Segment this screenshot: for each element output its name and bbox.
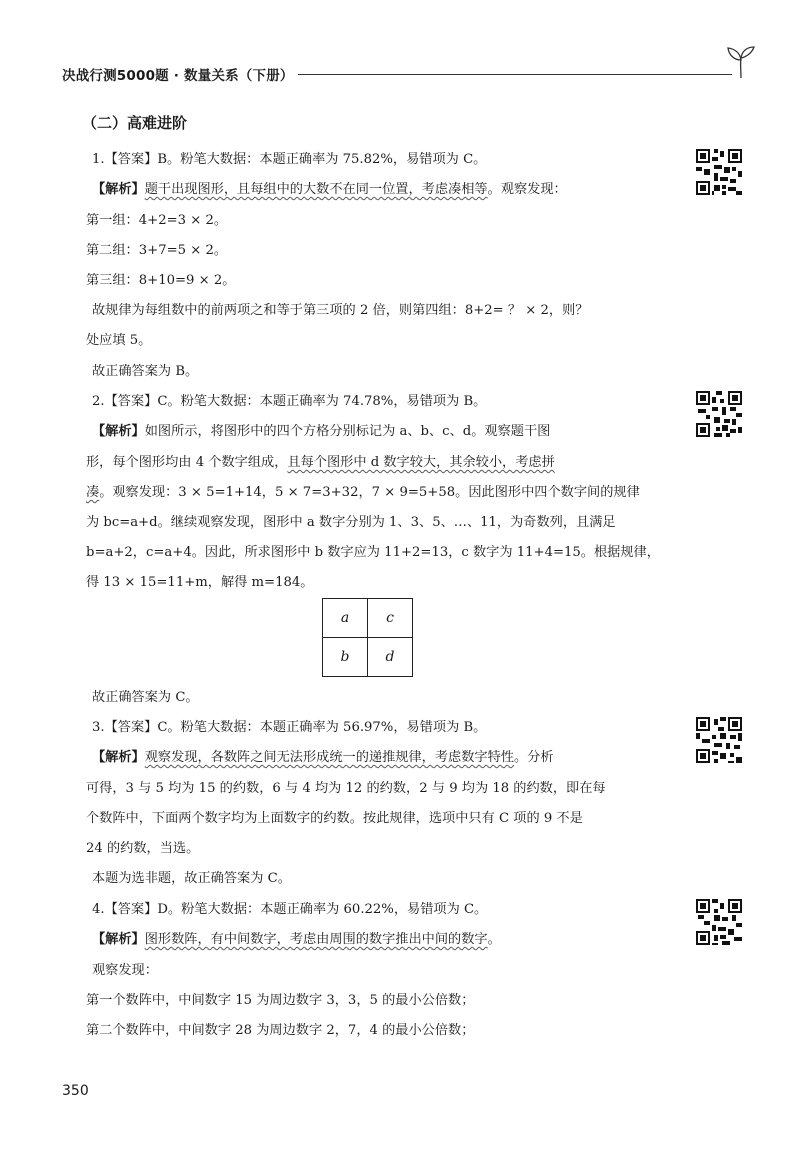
section-title: （二）高难进阶: [82, 114, 188, 132]
qr-code-icon: [694, 715, 744, 765]
abcd-grid-figure: [322, 598, 413, 677]
key-idea: 题干出现图形，且每组中的大数不在同一位置，考虑凑相等: [144, 182, 488, 197]
text: 。: [487, 932, 501, 947]
text: 。观察发现：: [487, 182, 567, 197]
analysis-tag: 【解析】: [92, 932, 145, 947]
q3-analysis-line3: 个数阵中，下面两个数字均为上面数字的约数。按此规律，选项中只有 C 项的 9 不是: [86, 811, 583, 826]
q3-analysis-line1: [92, 748, 554, 768]
grid-cell-a: a: [323, 599, 368, 638]
q3-analysis-line4: 24 的约数，当选。: [86, 841, 200, 856]
text: 如图所示，将图形中的四个方格分别标记为 a、b、c、d。观察题干图: [144, 424, 551, 439]
q4-analysis-line4: 第二个数阵中，中间数字 28 为周边数字 2，7，4 的最小公倍数；: [86, 1023, 475, 1038]
q2-analysis-line4: 为 bc=a+d。继续观察发现，图形中 a 数字分别为 1、3、5、…、11，为奇数列，且满足: [86, 515, 616, 530]
q2-analysis-line6: 得 13 × 15=11+m，解得 m=184。: [86, 575, 314, 590]
qr-code-icon: [694, 147, 744, 197]
analysis-tag: 【解析】: [92, 424, 145, 439]
q1-rule-line1: 故规律为每组数中的前两项之和等于第三项的 2 倍，则第四组：8+2= ？ × 2，则？: [92, 303, 589, 318]
q1-group2: 第二组：3+7=5 × 2。: [86, 243, 228, 258]
analysis-tag: 【解析】: [92, 182, 145, 197]
q3-analysis-line2: 可得，3 与 5 均为 15 的约数，6 与 4 均为 12 的约数，2 与 9 均为 18 的约数，即在每: [86, 781, 606, 796]
q1-group3: 第三组：8+10=9 × 2。: [86, 273, 236, 288]
book-title: 决战行测5000题 · 数量关系（下册）: [62, 68, 294, 84]
key-idea: 凑: [86, 485, 100, 500]
grid-cell-d: d: [368, 638, 413, 677]
sprout-icon: [724, 44, 758, 80]
q2-analysis-line1: [92, 422, 550, 442]
text: 形，每个图形均由 4 个数字组成，: [86, 455, 288, 470]
q3-answer-line: 3.【答案】C。粉笔大数据：本题正确率为 56.97%，易错项为 B。: [92, 720, 487, 735]
q2-answer-line: 2.【答案】C。粉笔大数据：本题正确率为 74.78%，易错项为 B。: [92, 394, 487, 409]
q2-analysis-line5: b=a+2，c=a+4。因此，所求图形中 b 数字应为 11+2=13，c 数字为 11+4=15。根据规律，: [86, 545, 660, 560]
grid-cell-b: b: [323, 638, 368, 677]
q2-conclusion: 故正确答案为 C。: [92, 690, 199, 705]
q3-conclusion: 本题为选非题，故正确答案为 C。: [92, 871, 291, 886]
q2-analysis-line3: [86, 483, 640, 503]
analysis-tag: 【解析】: [92, 750, 145, 765]
q4-analysis-line1: [92, 930, 501, 950]
running-header: [62, 54, 762, 94]
q1-conclusion: 故正确答案为 B。: [92, 364, 199, 379]
q1-analysis: [92, 180, 567, 200]
q1-group1: 第一组：4+2=3 × 2。: [86, 213, 228, 228]
key-idea: 且每个图形中 d 数字较大，其余较小，考虑拼: [287, 455, 555, 470]
text: 。分析: [514, 750, 554, 765]
q4-analysis-line3: 第一个数阵中，中间数字 15 为周边数字 3，3，5 的最小公倍数；: [86, 993, 475, 1008]
page-number: 350: [62, 1083, 89, 1099]
q2-analysis-line2: [86, 453, 555, 473]
header-rule: [298, 74, 732, 75]
qr-code-icon: [694, 389, 744, 439]
q4-analysis-line2: 观察发现：: [92, 963, 158, 978]
qr-code-icon: [694, 897, 744, 947]
q1-rule-line2: 处应填 5。: [86, 333, 152, 348]
key-idea: 图形数阵，有中间数字，考虑由周围的数字推出中间的数字: [144, 932, 488, 947]
q1-answer-line: 1.【答案】B。粉笔大数据：本题正确率为 75.82%，易错项为 C。: [92, 152, 487, 167]
q4-answer-line: 4.【答案】D。粉笔大数据：本题正确率为 60.22%，易错项为 C。: [92, 902, 488, 917]
text: 。观察发现：3 × 5=1+14，5 × 7=3+32，7 × 9=5+58。因此图形中四个数字间的规律: [99, 485, 640, 500]
grid-cell-c: c: [368, 599, 413, 638]
key-idea: 观察发现，各数阵之间无法形成统一的递推规律，考虑数字特性: [144, 750, 514, 765]
